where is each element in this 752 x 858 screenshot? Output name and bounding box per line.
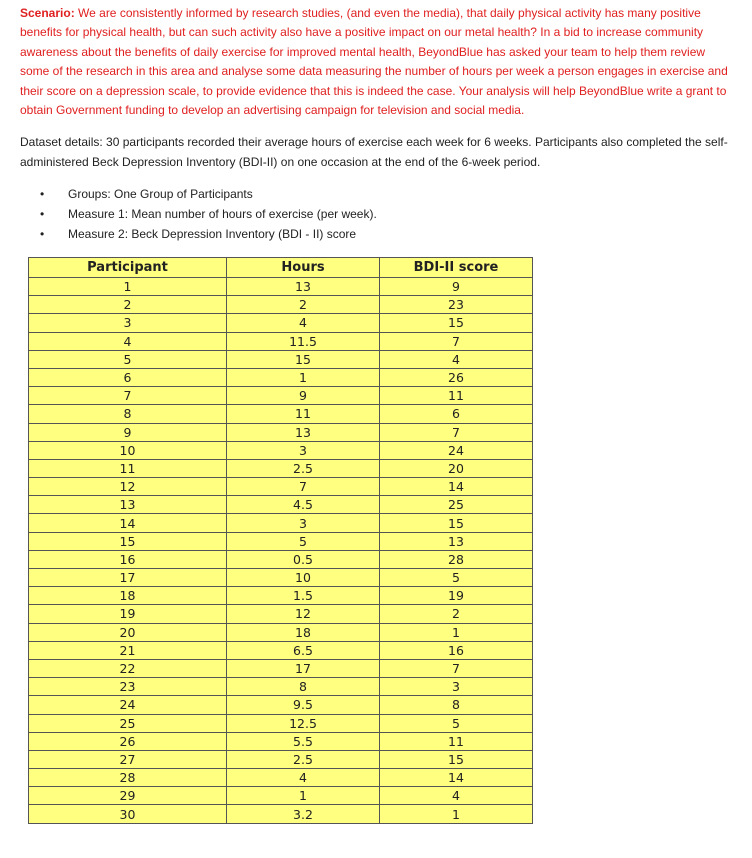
table-row	[29, 569, 533, 587]
cell-hours: 2.5	[227, 459, 380, 477]
table-row	[29, 659, 533, 677]
table-row	[29, 532, 533, 550]
cell-hours: 5.5	[227, 732, 380, 750]
cell-hours: 11.5	[227, 332, 380, 350]
cell-participant: 16	[29, 550, 227, 568]
cell-bdi-score: 26	[380, 368, 533, 386]
cell-hours: 10	[227, 569, 380, 587]
table-row	[29, 587, 533, 605]
cell-bdi-score: 1	[380, 623, 533, 641]
cell-participant: 27	[29, 750, 227, 768]
cell-bdi-score: 14	[380, 769, 533, 787]
cell-participant: 23	[29, 678, 227, 696]
cell-bdi-score: 6	[380, 405, 533, 423]
cell-participant: 17	[29, 569, 227, 587]
table-row	[29, 696, 533, 714]
cell-bdi-score: 25	[380, 496, 533, 514]
data-table	[28, 257, 533, 824]
cell-hours: 9	[227, 387, 380, 405]
list-item	[40, 204, 377, 224]
bullet-text: Measure 1: Mean number of hours of exercise (per week).	[68, 207, 377, 221]
table-row	[29, 441, 533, 459]
table-row	[29, 623, 533, 641]
cell-bdi-score: 15	[380, 750, 533, 768]
table-row	[29, 278, 533, 296]
cell-bdi-score: 3	[380, 678, 533, 696]
table-row	[29, 459, 533, 477]
table-row	[29, 514, 533, 532]
measures-list	[40, 184, 377, 244]
cell-participant: 5	[29, 350, 227, 368]
cell-participant: 29	[29, 787, 227, 805]
cell-participant: 10	[29, 441, 227, 459]
cell-participant: 9	[29, 423, 227, 441]
bullet-icon: •	[40, 227, 45, 241]
cell-participant: 1	[29, 278, 227, 296]
table-body	[29, 278, 533, 824]
cell-hours: 11	[227, 405, 380, 423]
table-row	[29, 787, 533, 805]
cell-bdi-score: 11	[380, 387, 533, 405]
cell-participant: 4	[29, 332, 227, 350]
table-row	[29, 296, 533, 314]
cell-hours: 3.2	[227, 805, 380, 823]
cell-participant: 12	[29, 478, 227, 496]
cell-hours: 5	[227, 532, 380, 550]
table-row	[29, 641, 533, 659]
header-bdi-score: BDI-II score	[380, 258, 533, 278]
cell-participant: 25	[29, 714, 227, 732]
table-row	[29, 405, 533, 423]
header-hours: Hours	[227, 258, 380, 278]
cell-hours: 3	[227, 441, 380, 459]
table-row	[29, 769, 533, 787]
cell-hours: 4.5	[227, 496, 380, 514]
cell-bdi-score: 7	[380, 659, 533, 677]
scenario-paragraph	[20, 4, 732, 120]
bullet-icon: •	[40, 187, 45, 201]
table-row	[29, 332, 533, 350]
cell-participant: 15	[29, 532, 227, 550]
table-row	[29, 350, 533, 368]
cell-participant: 3	[29, 314, 227, 332]
cell-bdi-score: 23	[380, 296, 533, 314]
cell-participant: 8	[29, 405, 227, 423]
cell-bdi-score: 15	[380, 314, 533, 332]
cell-hours: 1.5	[227, 587, 380, 605]
cell-hours: 18	[227, 623, 380, 641]
cell-hours: 7	[227, 478, 380, 496]
cell-hours: 9.5	[227, 696, 380, 714]
cell-participant: 19	[29, 605, 227, 623]
cell-participant: 30	[29, 805, 227, 823]
table-row	[29, 496, 533, 514]
cell-participant: 18	[29, 587, 227, 605]
cell-bdi-score: 19	[380, 587, 533, 605]
cell-bdi-score: 8	[380, 696, 533, 714]
cell-participant: 26	[29, 732, 227, 750]
cell-participant: 22	[29, 659, 227, 677]
cell-bdi-score: 9	[380, 278, 533, 296]
table-row	[29, 423, 533, 441]
list-item	[40, 184, 377, 204]
cell-bdi-score: 1	[380, 805, 533, 823]
cell-hours: 1	[227, 787, 380, 805]
cell-bdi-score: 24	[380, 441, 533, 459]
cell-hours: 4	[227, 314, 380, 332]
cell-hours: 2.5	[227, 750, 380, 768]
cell-hours: 12	[227, 605, 380, 623]
cell-hours: 12.5	[227, 714, 380, 732]
cell-bdi-score: 14	[380, 478, 533, 496]
cell-participant: 28	[29, 769, 227, 787]
cell-hours: 6.5	[227, 641, 380, 659]
cell-hours: 15	[227, 350, 380, 368]
table-row	[29, 387, 533, 405]
table-row	[29, 550, 533, 568]
table-row	[29, 714, 533, 732]
cell-participant: 21	[29, 641, 227, 659]
cell-bdi-score: 7	[380, 423, 533, 441]
cell-bdi-score: 5	[380, 569, 533, 587]
cell-hours: 1	[227, 368, 380, 386]
cell-participant: 6	[29, 368, 227, 386]
cell-hours: 2	[227, 296, 380, 314]
cell-hours: 4	[227, 769, 380, 787]
cell-participant: 14	[29, 514, 227, 532]
table-row	[29, 678, 533, 696]
cell-hours: 3	[227, 514, 380, 532]
cell-participant: 13	[29, 496, 227, 514]
table-row	[29, 605, 533, 623]
cell-hours: 13	[227, 423, 380, 441]
table-row	[29, 732, 533, 750]
cell-bdi-score: 15	[380, 514, 533, 532]
cell-bdi-score: 28	[380, 550, 533, 568]
cell-participant: 20	[29, 623, 227, 641]
cell-participant: 7	[29, 387, 227, 405]
list-item	[40, 224, 377, 244]
cell-bdi-score: 4	[380, 787, 533, 805]
cell-hours: 13	[227, 278, 380, 296]
cell-bdi-score: 11	[380, 732, 533, 750]
table-row	[29, 805, 533, 823]
cell-bdi-score: 7	[380, 332, 533, 350]
table-row	[29, 750, 533, 768]
table-header-row	[29, 258, 533, 278]
bullet-text: Groups: One Group of Participants	[68, 187, 253, 201]
table-row	[29, 314, 533, 332]
bullet-icon: •	[40, 207, 45, 221]
cell-hours: 17	[227, 659, 380, 677]
cell-hours: 8	[227, 678, 380, 696]
cell-bdi-score: 4	[380, 350, 533, 368]
cell-bdi-score: 2	[380, 605, 533, 623]
header-participant: Participant	[29, 258, 227, 278]
dataset-details: Dataset details: 30 participants recorded their average hours of exercise each week for 6 weeks. Participants also completed the self-administered Beck Depression Inventory (BDI-II) on one occasion at the end of the 6-week period.	[20, 135, 728, 169]
scenario-label: Scenario:	[20, 6, 75, 20]
cell-bdi-score: 20	[380, 459, 533, 477]
bullet-text: Measure 2: Beck Depression Inventory (BDI - II) score	[68, 227, 357, 241]
cell-bdi-score: 13	[380, 532, 533, 550]
table-row	[29, 478, 533, 496]
scenario-text: We are consistently informed by research studies, (and even the media), that daily physical activity has many positive benefits for physical health, but can such activity also have a positive impact on our metal health? In a bid to increase community awareness about the benefits of daily exercise for improved mental health, BeyondBlue has asked your team to help them review some of the research in this area and analyse some data measuring the number of hours per week a person engages in exercise and their score on a depression scale, to provide evidence that this is indeed the case. Your analysis will help BeyondBlue write a grant to obtain Government funding to develop an advertising campaign for television and social media.	[20, 6, 728, 118]
cell-hours: 0.5	[227, 550, 380, 568]
cell-participant: 24	[29, 696, 227, 714]
cell-participant: 11	[29, 459, 227, 477]
table-row	[29, 368, 533, 386]
cell-bdi-score: 16	[380, 641, 533, 659]
cell-bdi-score: 5	[380, 714, 533, 732]
cell-participant: 2	[29, 296, 227, 314]
